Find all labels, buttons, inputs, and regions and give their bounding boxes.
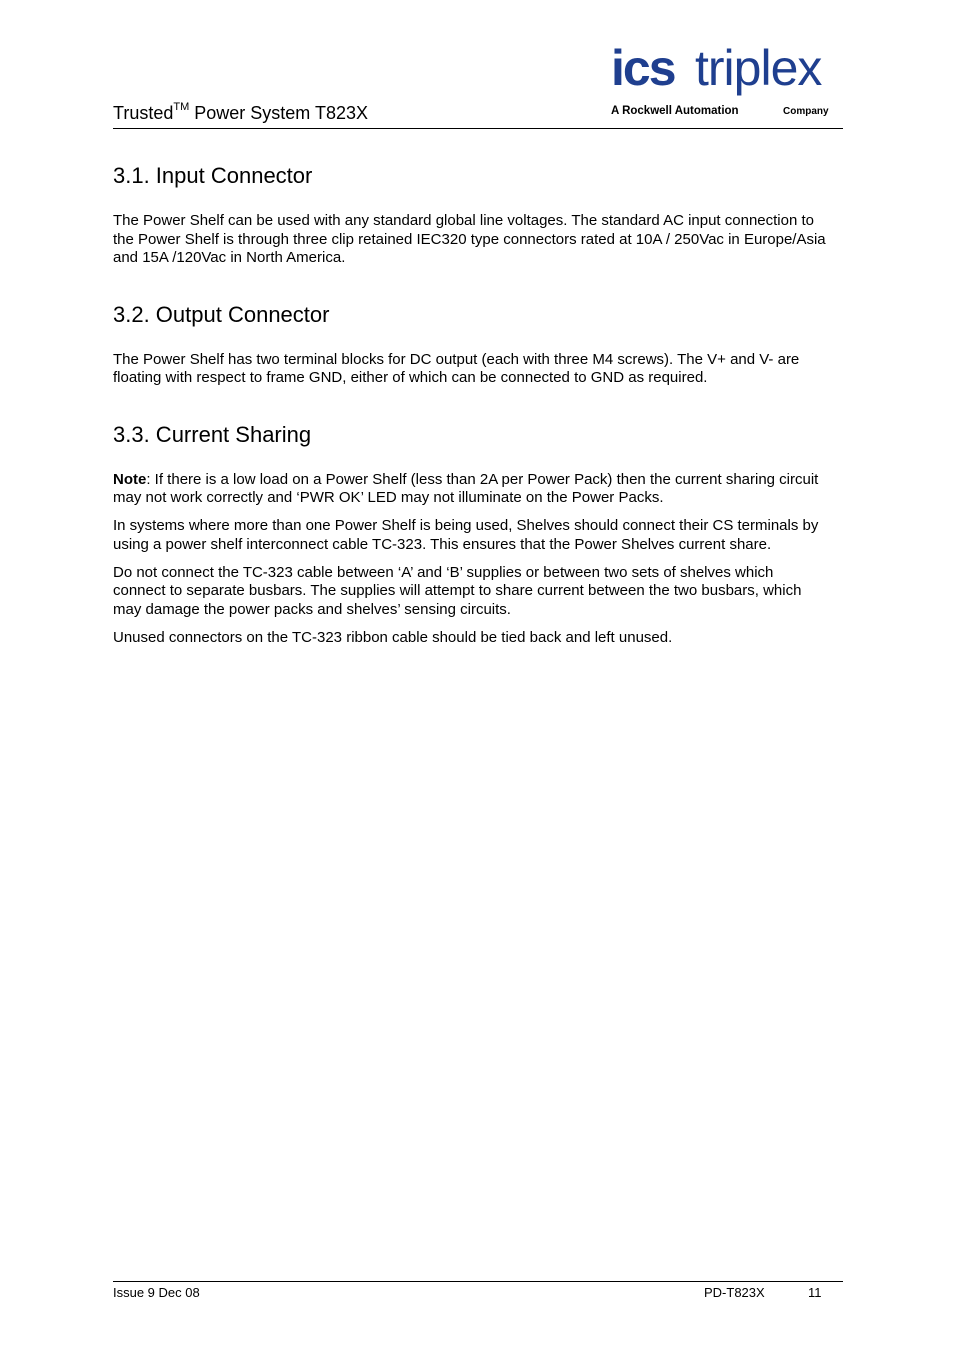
paragraph: The Power Shelf can be used with any standard global line voltages. The standard AC input connection to the Power Shelf is through three clip retained IEC320 type connectors rated at 10A / 250Vac in Europe/Asia and 15A /120Vac in North America.	[113, 212, 826, 266]
footer-page-number: 11	[808, 1285, 822, 1300]
section-input-connector	[113, 163, 829, 268]
note-paragraph	[113, 471, 829, 508]
section-heading: 3.1. Input Connector	[113, 163, 313, 188]
paragraph: The Power Shelf has two terminal blocks for DC output (each with three M4 screws). The V+ and V- are floating with respect to frame GND, either of which can be connected to GND as required.	[113, 350, 800, 386]
paragraph: In systems where more than one Power Shelf is being used, Shelves should connect their CS terminals by using a power shelf interconnect cable TC-323. This ensures that the Power Shelves current share.	[113, 517, 819, 553]
paragraph: Unused connectors on the TC-323 ribbon cable should be tied back and left unused.	[113, 628, 673, 646]
section-heading: 3.3. Current Sharing	[113, 421, 312, 447]
page-content	[113, 160, 829, 647]
section-heading: 3.2. Output Connector	[113, 301, 330, 327]
logo-triplex-text: triplex	[695, 40, 822, 96]
title-trusted: Trusted	[113, 103, 174, 123]
page-footer	[113, 1281, 843, 1300]
title-rest: Power System T823X	[189, 103, 368, 123]
trademark-sup: TM	[173, 101, 190, 113]
section-current-sharing	[113, 422, 829, 648]
document-title	[113, 103, 368, 124]
paragraph: Do not connect the TC-323 cable between ‘A’ and ‘B’ supplies or between two sets of shelves which connect to separate busbars. The supplies will attempt to share current between the two busbars, which may damage the power packs and shelves’ sensing circuits.	[113, 563, 802, 618]
section-output-connector	[113, 302, 829, 388]
logo-ics-text: ics	[611, 40, 675, 96]
footer-issue: Issue 9 Dec 08	[113, 1285, 200, 1300]
note-label: Note	[113, 470, 147, 488]
logo-tagline-brand: A Rockwell Automation	[611, 105, 739, 117]
page-header	[113, 40, 843, 129]
logo-tagline-company: Company	[783, 106, 829, 117]
footer-doc-id: PD-T823X	[704, 1285, 765, 1300]
note-text: : If there is a low load on a Power Shelf (less than 2A per Power Pack) then the current sharing circuit may not work correctly and ‘PWR OK’ LED may not illuminate on the Power Packs.	[113, 470, 819, 506]
company-logo	[611, 40, 843, 118]
